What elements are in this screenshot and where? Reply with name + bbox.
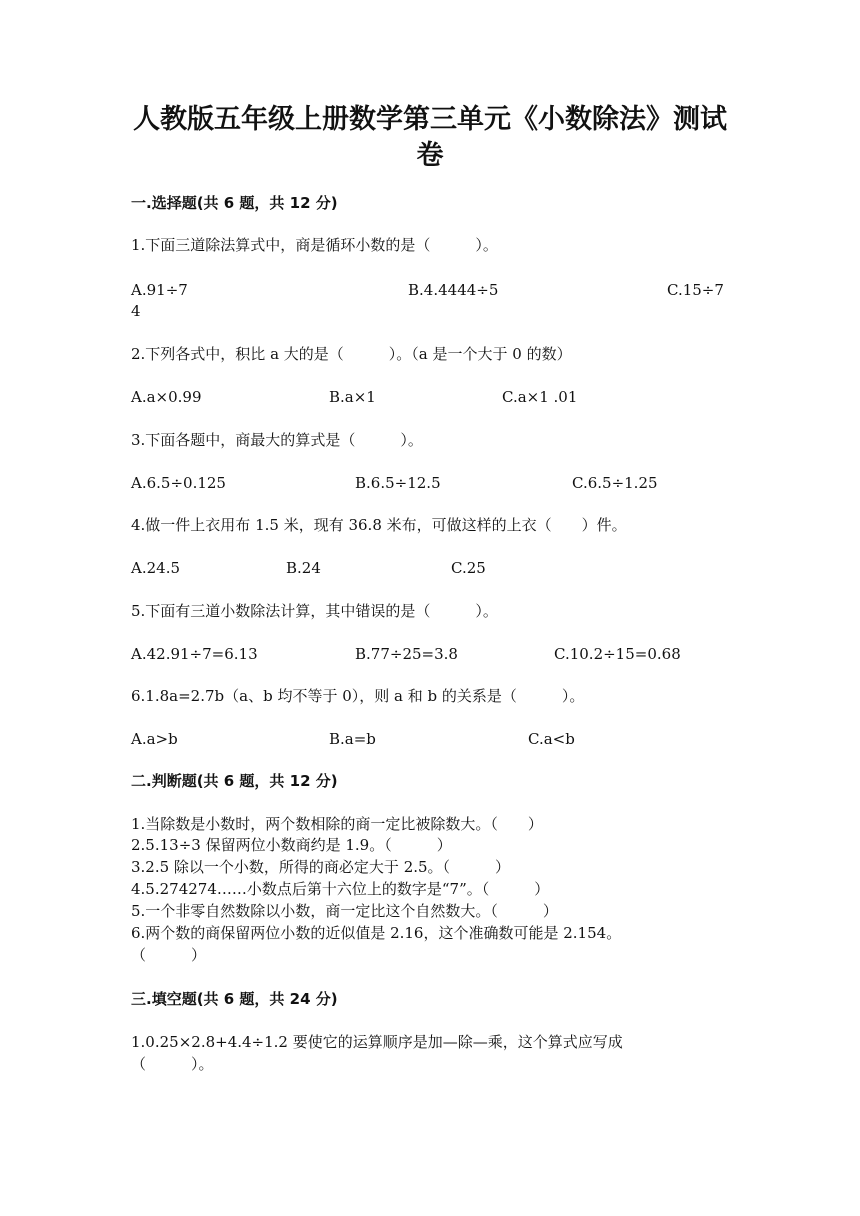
- question-5: 5.下面有三道小数除法计算，其中错误的是（ ）。: [131, 602, 498, 620]
- fill-item-1: 1.0.25×2.8+4.4÷1.2 要使它的运算顺序是加—除—乘，这个算式应写成: [131, 1033, 623, 1051]
- q5-option-c: C.10.2÷15=0.68: [554, 645, 681, 663]
- q6-option-a: A.a>b: [131, 730, 178, 748]
- judgement-item-6: 6.两个数的商保留两位小数的近似值是 2.16，这个准确数可能是 2.154。: [131, 924, 622, 942]
- section-heading-judgement: 二.判断题(共 6 题，共 12 分): [131, 772, 338, 790]
- judgement-item-2: 2.5.13÷3 保留两位小数商约是 1.9。（ ）: [131, 836, 452, 854]
- question-3: 3.下面各题中，商最大的算式是（ ）。: [131, 431, 423, 449]
- q6-option-c: C.a<b: [528, 730, 575, 748]
- q2-option-b: B.a×1: [329, 388, 376, 406]
- question-6: 6.1.8a=2.7b（a、b 均不等于 0），则 a 和 b 的关系是（ ）。: [131, 687, 585, 705]
- title-line-2: 卷: [416, 140, 444, 171]
- section-heading-choice: 一.选择题(共 6 题，共 12 分): [131, 194, 338, 212]
- q2-option-a: A.a×0.99: [131, 388, 202, 406]
- section-heading-fill: 三.填空题(共 6 题，共 24 分): [131, 990, 338, 1008]
- fill-item-1-blank: （ ）。: [131, 1055, 214, 1073]
- q3-option-c: C.6.5÷1.25: [572, 474, 658, 492]
- q2-option-c: C.a×1 .01: [502, 388, 578, 406]
- q4-option-b: B.24: [286, 559, 321, 577]
- q1-option-c: C.15÷7: [667, 281, 724, 299]
- judgement-item-1: 1.当除数是小数时，两个数相除的商一定比被除数大。（ ）: [131, 815, 543, 833]
- title-line-1: 人教版五年级上册数学第三单元《小数除法》测试: [133, 104, 727, 135]
- question-4: 4.做一件上衣用布 1.5 米，现有 36.8 米布，可做这样的上衣（ ）件。: [131, 516, 627, 534]
- q1-option-a: A.91÷7: [131, 281, 188, 299]
- judgement-item-3: 3.2.5 除以一个小数，所得的商必定大于 2.5。（ ）: [131, 858, 511, 876]
- q1-option-b: B.4.4444÷5: [408, 281, 499, 299]
- judgement-item-4: 4.5.274274……小数点后第十六位上的数字是“7”。（ ）: [131, 880, 550, 898]
- q1-option-wrap: 4: [131, 302, 141, 320]
- q4-option-a: A.24.5: [131, 559, 180, 577]
- judgement-item-6-blank: （ ）: [131, 946, 207, 964]
- judgement-item-5: 5.一个非零自然数除以小数，商一定比这个自然数大。（ ）: [131, 902, 558, 920]
- q3-option-a: A.6.5÷0.125: [131, 474, 226, 492]
- q4-option-c: C.25: [451, 559, 486, 577]
- q3-option-b: B.6.5÷12.5: [355, 474, 441, 492]
- question-1: 1.下面三道除法算式中，商是循环小数的是（ ）。: [131, 236, 498, 254]
- q5-option-a: A.42.91÷7=6.13: [131, 645, 258, 663]
- page-title: [100, 102, 760, 174]
- q5-option-b: B.77÷25=3.8: [355, 645, 458, 663]
- q6-option-b: B.a=b: [329, 730, 376, 748]
- question-2: 2.下列各式中，积比 a 大的是（ ）。（a 是一个大于 0 的数）: [131, 345, 572, 363]
